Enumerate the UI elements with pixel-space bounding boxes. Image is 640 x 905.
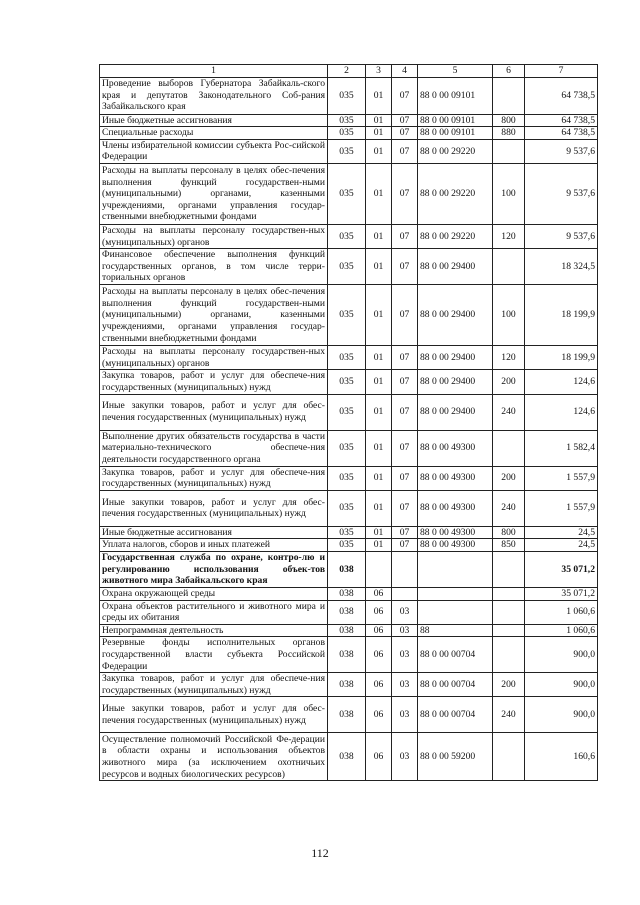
row-code-section: 06 — [366, 637, 392, 673]
row-code-subsection: 07 — [392, 114, 418, 127]
row-code-expense-type: 200 — [493, 673, 525, 697]
table-header-row — [100, 65, 598, 78]
row-code-subsection: 07 — [392, 249, 418, 285]
row-code-expense-type — [493, 551, 525, 587]
row-code-target: 88 0 00 00704 — [418, 637, 493, 673]
row-amount: 160,6 — [525, 733, 598, 781]
header-col-6: 6 — [493, 65, 525, 78]
row-description: Расходы на выплаты персоналу в целях обес-печения выполнения функций государствен-ными (муниципальными) органами, казенными учреждениями, органами управления государ-ственными внебюджетными фондами — [100, 163, 328, 224]
row-code-subsection: 07 — [392, 394, 418, 430]
row-code-section: 01 — [366, 285, 392, 346]
row-code-target: 88 0 00 49300 — [418, 490, 493, 526]
row-code-section: 01 — [366, 539, 392, 552]
row-description: Охрана объектов растительного и животного мира и среды их обитания — [100, 600, 328, 624]
row-description: Иные бюджетные ассигнования — [100, 526, 328, 539]
row-amount: 900,0 — [525, 637, 598, 673]
row-code-admin: 035 — [328, 430, 366, 466]
row-code-target: 88 0 00 09101 — [418, 114, 493, 127]
row-code-admin: 035 — [328, 346, 366, 370]
row-code-subsection: 03 — [392, 600, 418, 624]
row-code-subsection: 03 — [392, 673, 418, 697]
row-code-admin: 035 — [328, 490, 366, 526]
row-description: Расходы на выплаты персоналу государствен-ных (муниципальных) органов — [100, 346, 328, 370]
row-code-expense-type: 200 — [493, 466, 525, 490]
row-code-section: 01 — [366, 346, 392, 370]
row-code-expense-type — [493, 139, 525, 163]
row-code-subsection: 07 — [392, 346, 418, 370]
row-code-admin: 035 — [328, 114, 366, 127]
row-code-target: 88 0 00 00704 — [418, 673, 493, 697]
row-code-admin: 038 — [328, 673, 366, 697]
row-code-section: 01 — [366, 249, 392, 285]
row-code-target — [418, 551, 493, 587]
row-amount: 9 537,6 — [525, 139, 598, 163]
row-code-section: 06 — [366, 673, 392, 697]
row-code-subsection: 07 — [392, 539, 418, 552]
row-description: Иные закупки товаров, работ и услуг для обес-печения государственных (муниципальных) нужд — [100, 697, 328, 733]
row-code-expense-type: 240 — [493, 490, 525, 526]
row-code-expense-type: 200 — [493, 370, 525, 394]
table-row — [100, 733, 598, 781]
table-row — [100, 697, 598, 733]
row-code-section: 01 — [366, 490, 392, 526]
row-amount: 9 537,6 — [525, 224, 598, 248]
row-code-subsection: 07 — [392, 370, 418, 394]
row-code-subsection: 07 — [392, 466, 418, 490]
row-code-expense-type — [493, 733, 525, 781]
row-code-expense-type — [493, 249, 525, 285]
row-amount: 124,6 — [525, 370, 598, 394]
row-amount: 124,6 — [525, 394, 598, 430]
row-code-target: 88 0 00 00704 — [418, 697, 493, 733]
header-col-7: 7 — [525, 65, 598, 78]
table-row — [100, 394, 598, 430]
row-code-subsection — [392, 551, 418, 587]
table-row — [100, 490, 598, 526]
row-amount: 1 060,6 — [525, 624, 598, 637]
table-row — [100, 285, 598, 346]
table-row — [100, 163, 598, 224]
row-code-expense-type — [493, 77, 525, 114]
row-code-target: 88 0 00 29220 — [418, 139, 493, 163]
row-amount: 1 557,9 — [525, 466, 598, 490]
row-code-section: 01 — [366, 114, 392, 127]
table-row — [100, 551, 598, 587]
row-amount: 9 537,6 — [525, 163, 598, 224]
row-code-section: 01 — [366, 526, 392, 539]
table-row — [100, 624, 598, 637]
row-code-admin: 038 — [328, 587, 366, 600]
row-code-subsection: 03 — [392, 697, 418, 733]
header-col-1: 1 — [100, 65, 328, 78]
row-code-admin: 038 — [328, 697, 366, 733]
row-code-target: 88 0 00 29220 — [418, 163, 493, 224]
row-code-section: 01 — [366, 370, 392, 394]
row-description: Выполнение других обязательств государства в части материально-технического обеспече-ния деятельности государственного органа — [100, 430, 328, 466]
row-code-subsection: 07 — [392, 430, 418, 466]
row-amount: 64 738,5 — [525, 127, 598, 140]
row-description: Уплата налогов, сборов и иных платежей — [100, 539, 328, 552]
row-code-expense-type: 100 — [493, 285, 525, 346]
row-description: Члены избирательной комиссии субъекта Рос-сийской Федерации — [100, 139, 328, 163]
budget-table-body — [100, 65, 598, 781]
row-description: Закупка товаров, работ и услуг для обеспече-ния государственных (муниципальных) нужд — [100, 673, 328, 697]
row-code-target: 88 0 00 29400 — [418, 370, 493, 394]
header-col-3: 3 — [366, 65, 392, 78]
row-code-admin: 035 — [328, 127, 366, 140]
row-code-admin: 035 — [328, 77, 366, 114]
table-row — [100, 539, 598, 552]
row-amount: 24,5 — [525, 539, 598, 552]
row-description: Резервные фонды исполнительных органов государственной власти субъекта Российской Федерации — [100, 637, 328, 673]
row-code-section: 06 — [366, 697, 392, 733]
header-col-2: 2 — [328, 65, 366, 78]
row-code-section: 06 — [366, 587, 392, 600]
row-code-subsection: 07 — [392, 77, 418, 114]
row-code-target: 88 — [418, 624, 493, 637]
row-code-section: 01 — [366, 139, 392, 163]
row-code-target: 88 0 00 29400 — [418, 285, 493, 346]
row-description: Иные бюджетные ассигнования — [100, 114, 328, 127]
budget-table — [99, 64, 598, 781]
row-code-subsection: 07 — [392, 127, 418, 140]
row-code-subsection: 07 — [392, 163, 418, 224]
row-amount: 24,5 — [525, 526, 598, 539]
row-description: Охрана окружающей среды — [100, 587, 328, 600]
row-code-expense-type — [493, 637, 525, 673]
row-code-admin: 038 — [328, 624, 366, 637]
row-code-expense-type: 100 — [493, 163, 525, 224]
table-row — [100, 77, 598, 114]
row-code-subsection: 07 — [392, 224, 418, 248]
row-description: Закупка товаров, работ и услуг для обеспече-ния государственных (муниципальных) нужд — [100, 370, 328, 394]
row-code-section: 01 — [366, 394, 392, 430]
row-code-section: 01 — [366, 163, 392, 224]
row-code-admin: 035 — [328, 163, 366, 224]
row-amount: 900,0 — [525, 673, 598, 697]
row-code-admin: 038 — [328, 551, 366, 587]
row-code-expense-type — [493, 587, 525, 600]
row-amount: 35 071,2 — [525, 587, 598, 600]
table-row — [100, 370, 598, 394]
row-description: Иные закупки товаров, работ и услуг для обес-печения государственных (муниципальных) нужд — [100, 394, 328, 430]
row-code-admin: 035 — [328, 224, 366, 248]
row-code-expense-type: 120 — [493, 346, 525, 370]
table-row — [100, 346, 598, 370]
row-amount: 1 582,4 — [525, 430, 598, 466]
row-description: Государственная служба по охране, контро-лю и регулированию использования объек-тов животного мира Забайкальского края — [100, 551, 328, 587]
row-code-admin: 038 — [328, 600, 366, 624]
row-code-admin: 035 — [328, 466, 366, 490]
table-row — [100, 600, 598, 624]
row-code-target — [418, 600, 493, 624]
row-code-expense-type — [493, 624, 525, 637]
table-row — [100, 127, 598, 140]
table-row — [100, 114, 598, 127]
page-number: 112 — [311, 846, 329, 860]
row-code-admin: 035 — [328, 285, 366, 346]
row-code-expense-type: 880 — [493, 127, 525, 140]
row-code-target: 88 0 00 29400 — [418, 346, 493, 370]
row-description: Осуществление полномочий Российской Фе-дерации в области охраны и использования объектов животного мира (за исключением охотничьих ресурсов и водных биологических ресурсов) — [100, 733, 328, 781]
row-code-section: 01 — [366, 430, 392, 466]
row-amount: 18 199,9 — [525, 285, 598, 346]
header-col-4: 4 — [392, 65, 418, 78]
row-code-expense-type: 800 — [493, 114, 525, 127]
row-code-expense-type: 120 — [493, 224, 525, 248]
table-row — [100, 526, 598, 539]
row-code-subsection: 07 — [392, 285, 418, 346]
row-code-section: 06 — [366, 600, 392, 624]
table-row — [100, 224, 598, 248]
row-code-admin: 035 — [328, 249, 366, 285]
row-description: Расходы на выплаты персоналу в целях обес-печения выполнения функций государствен-ными (муниципальными) органами, казенными учреждениями, органами управления государ-ственными внебюджетными фондами — [100, 285, 328, 346]
row-code-subsection: 07 — [392, 526, 418, 539]
row-description: Проведение выборов Губернатора Забайкаль-ского края и депутатов Законодательного Соб-рания Забайкальского края — [100, 77, 328, 114]
row-description: Специальные расходы — [100, 127, 328, 140]
row-code-expense-type: 240 — [493, 394, 525, 430]
table-row — [100, 249, 598, 285]
row-description: Непрограммная деятельность — [100, 624, 328, 637]
row-code-subsection: 03 — [392, 637, 418, 673]
row-code-section: 06 — [366, 733, 392, 781]
row-code-target — [418, 587, 493, 600]
row-code-section: 01 — [366, 466, 392, 490]
row-code-subsection: 07 — [392, 490, 418, 526]
row-amount: 900,0 — [525, 697, 598, 733]
row-code-expense-type — [493, 430, 525, 466]
row-code-admin: 035 — [328, 370, 366, 394]
row-code-section: 01 — [366, 224, 392, 248]
row-code-expense-type: 240 — [493, 697, 525, 733]
row-description: Иные закупки товаров, работ и услуг для обес-печения государственных (муниципальных) нужд — [100, 490, 328, 526]
table-row — [100, 637, 598, 673]
row-code-admin: 035 — [328, 526, 366, 539]
table-row — [100, 587, 598, 600]
row-amount: 35 071,2 — [525, 551, 598, 587]
header-col-5: 5 — [418, 65, 493, 78]
row-description: Расходы на выплаты персоналу государствен-ных (муниципальных) органов — [100, 224, 328, 248]
row-amount: 18 199,9 — [525, 346, 598, 370]
row-code-target: 88 0 00 49300 — [418, 466, 493, 490]
row-amount: 1 060,6 — [525, 600, 598, 624]
row-code-target: 88 0 00 29220 — [418, 224, 493, 248]
row-code-target: 88 0 00 09101 — [418, 127, 493, 140]
row-code-subsection — [392, 587, 418, 600]
row-code-target: 88 0 00 29400 — [418, 394, 493, 430]
row-amount: 64 738,5 — [525, 77, 598, 114]
row-code-admin: 035 — [328, 394, 366, 430]
row-code-target: 88 0 00 29400 — [418, 249, 493, 285]
row-code-subsection: 03 — [392, 624, 418, 637]
table-row — [100, 466, 598, 490]
row-code-target: 88 0 00 09101 — [418, 77, 493, 114]
row-code-target: 88 0 00 59200 — [418, 733, 493, 781]
row-code-section: 06 — [366, 624, 392, 637]
row-code-expense-type: 800 — [493, 526, 525, 539]
row-amount: 1 557,9 — [525, 490, 598, 526]
table-row — [100, 430, 598, 466]
row-code-target: 88 0 00 49300 — [418, 526, 493, 539]
row-code-admin: 038 — [328, 637, 366, 673]
table-row — [100, 139, 598, 163]
row-code-expense-type — [493, 600, 525, 624]
row-amount: 18 324,5 — [525, 249, 598, 285]
row-code-target: 88 0 00 49300 — [418, 539, 493, 552]
row-description: Финансовое обеспечение выполнения функций государственных органов, в том числе терри-ториальных органов — [100, 249, 328, 285]
row-code-admin: 038 — [328, 733, 366, 781]
row-description: Закупка товаров, работ и услуг для обеспече-ния государственных (муниципальных) нужд — [100, 466, 328, 490]
row-code-section: 01 — [366, 127, 392, 140]
row-code-target: 88 0 00 49300 — [418, 430, 493, 466]
row-code-expense-type: 850 — [493, 539, 525, 552]
row-code-admin: 035 — [328, 139, 366, 163]
row-code-section: 01 — [366, 77, 392, 114]
row-code-subsection: 07 — [392, 139, 418, 163]
row-code-section — [366, 551, 392, 587]
table-row — [100, 673, 598, 697]
row-code-subsection: 03 — [392, 733, 418, 781]
row-amount: 64 738,5 — [525, 114, 598, 127]
row-code-admin: 035 — [328, 539, 366, 552]
